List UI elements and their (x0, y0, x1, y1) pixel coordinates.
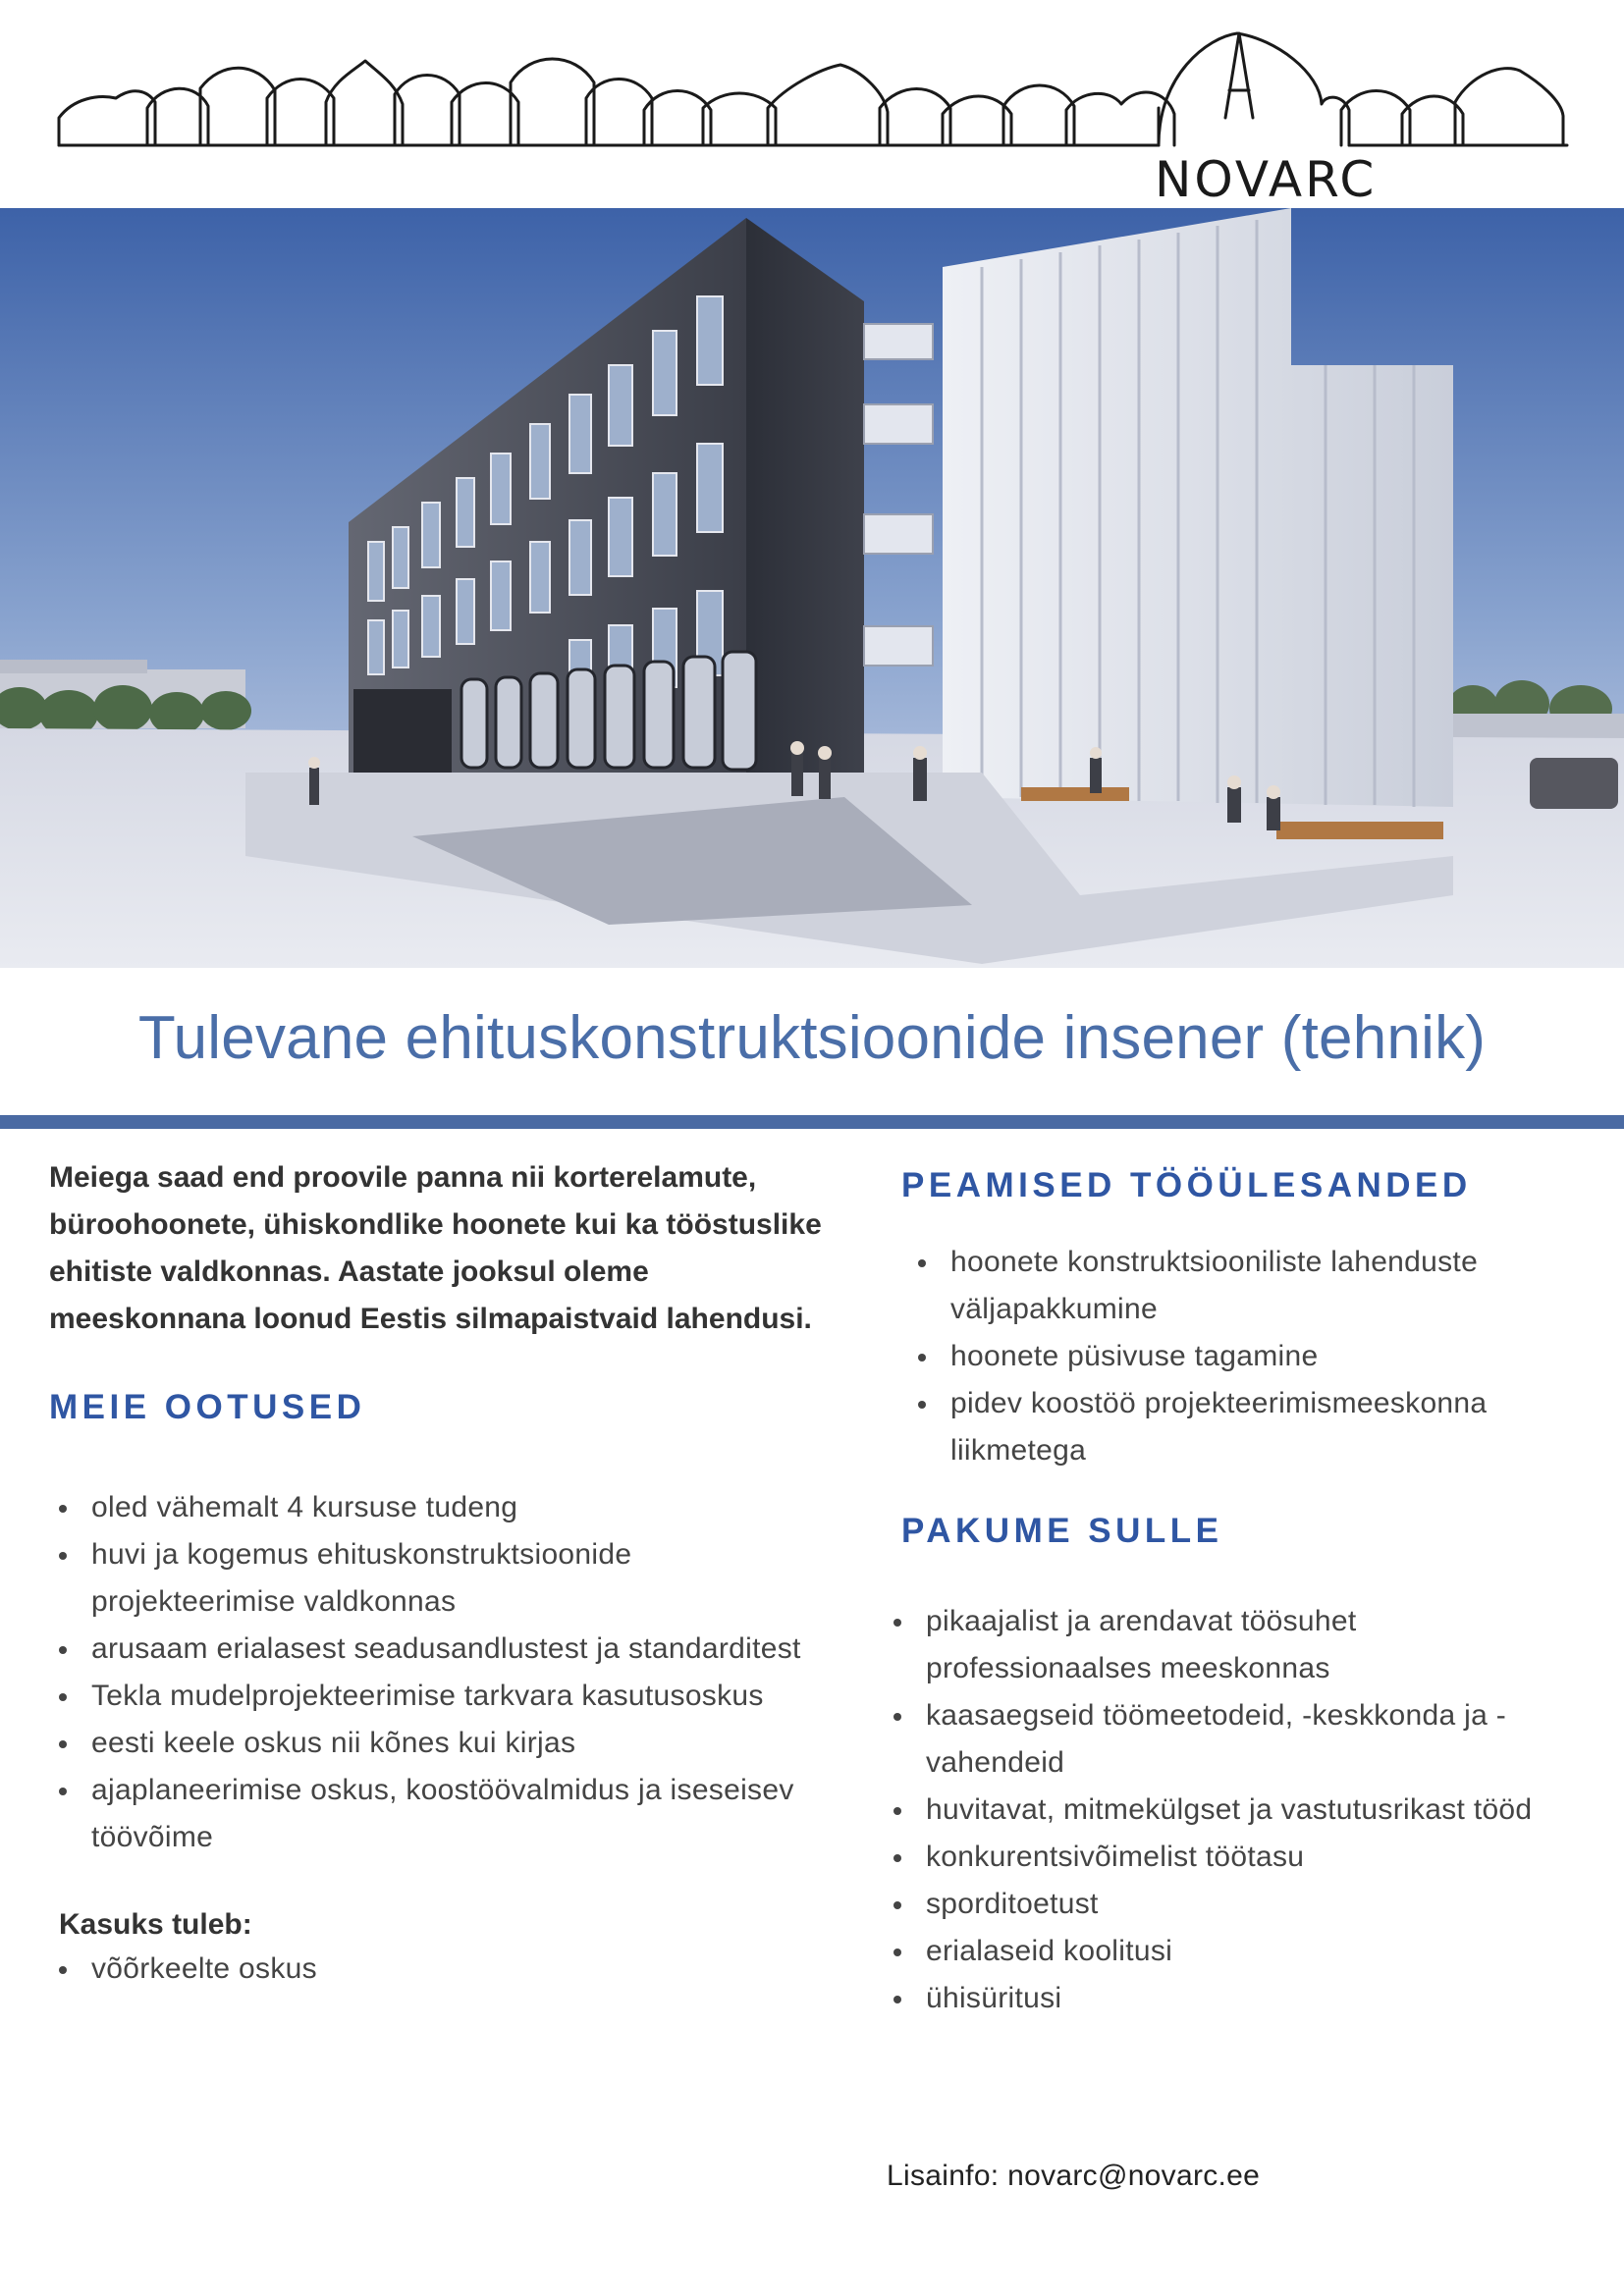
tasks-list (908, 1239, 1591, 1474)
list-item: hoonete konstruktsiooniliste lahenduste väljapakkumine (908, 1239, 1591, 1333)
list-item: võõrkeelte oskus (49, 1946, 825, 1993)
list-item: huvitavat, mitmekülgset ja vastutusrikast tööd (884, 1787, 1591, 1834)
logo-text: NOVARC (1155, 151, 1378, 208)
page-title: Tulevane ehituskonstruktsioonide insener (tehnik) (137, 1004, 1487, 1072)
contact-email-link[interactable]: novarc@novarc.ee (1007, 2160, 1261, 2192)
hero-image (0, 208, 1624, 968)
building-rendering (0, 208, 1624, 968)
bonus-heading: Kasuks tuleb: (59, 1908, 252, 1941)
list-item: Tekla mudelprojekteerimise tarkvara kasutusoskus (49, 1673, 825, 1720)
list-item: oled vähemalt 4 kursuse tudeng (49, 1484, 825, 1531)
list-item: ajaplaneerimise oskus, koostöövalmidus ja iseseisev töövõime (49, 1767, 825, 1861)
divider (0, 1115, 1624, 1129)
offer-heading: PAKUME SULLE (901, 1512, 1223, 1550)
header (0, 0, 1624, 208)
contact-info (887, 2160, 1260, 2193)
list-item: pidev koostöö projekteerimismeeskonna liikmetega (908, 1380, 1591, 1474)
list-item: konkurentsivõimelist töötasu (884, 1834, 1591, 1881)
list-item: hoonete püsivuse tagamine (908, 1333, 1591, 1380)
contact-label: Lisainfo: (887, 2160, 1000, 2192)
list-item: pikaajalist ja arendavat töösuhet professionaalses meeskonnas (884, 1598, 1591, 1692)
list-item: huvi ja kogemus ehituskonstruktsioonide projekteerimise valdkonnas (49, 1531, 825, 1626)
offer-list (884, 1598, 1591, 2022)
list-item: kaasaegseid töömeetodeid, -keskkonda ja -vahendeid (884, 1692, 1591, 1787)
tasks-heading: PEAMISED TÖÖÜLESANDED (901, 1166, 1472, 1204)
list-item: sporditoetust (884, 1881, 1591, 1928)
right-column (884, 1154, 1591, 2022)
intro-text: Meiega saad end proovile panna nii korterelamute, büroohoonete, ühiskondlike hoonete kui ka tööstuslike ehitiste valdkonnas. Aastate jooksul oleme meeskonnana loonud Eestis silmapaistvaid lahendusi. (49, 1161, 822, 1335)
list-item: arusaam erialasest seadusandlustest ja standarditest (49, 1626, 825, 1673)
left-column (49, 1154, 825, 1993)
bonus-list (49, 1946, 825, 1993)
list-item: erialaseid koolitusi (884, 1928, 1591, 1975)
list-item: ühisüritusi (884, 1975, 1591, 2022)
skyline-logo (0, 0, 1624, 208)
list-item: eesti keele oskus nii kõnes kui kirjas (49, 1720, 825, 1767)
expectations-list (49, 1484, 825, 1861)
expectations-heading: MEIE OOTUSED (49, 1388, 366, 1426)
